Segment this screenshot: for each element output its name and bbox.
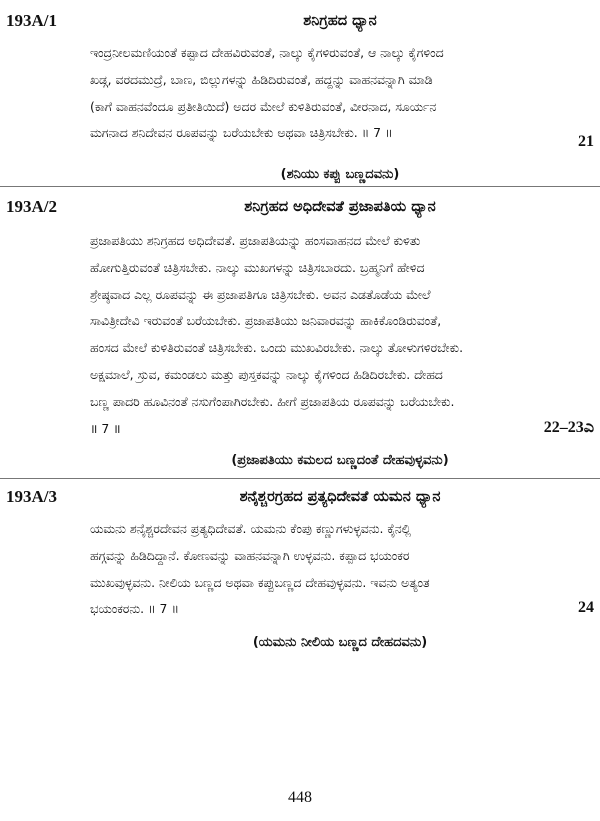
body-line: ಹಂಸದ ಮೇಲೆ ಕುಳಿತಿರುವಂತೆ ಚಿತ್ರಿಸಬೇಕು. ಒಂದು ಮುಖವಿರಬೇಕು. ನಾಲ್ಕು ತೋಳುಗಳಿರಬೇಕು. — [90, 340, 464, 356]
body-line: ಭಯಂಕರನು. ॥ 7 ॥ — [90, 601, 179, 617]
body-line: ॥ 7 ॥ — [90, 420, 121, 436]
section-divider — [0, 186, 600, 187]
section-body — [90, 228, 595, 442]
color-note: (ಯಮನು ನೀಲಿಯ ಬಣ್ಣದ ದೇಹದವನು) — [252, 635, 428, 650]
body-line: ಹೋಗುತ್ತಿರುವಂತೆ ಚಿತ್ರಿಸಬೇಕು. ನಾಲ್ಕು ಮುಖಗಳನ್ನು ಚಿತ್ರಿಸಬಾರದು. ಬ್ರಹ್ಮನಿಗೆ ಹೇಳಿದ — [90, 259, 425, 275]
body-line: ಶ್ರೇಷ್ಠವಾದ ಎಲ್ಲ ರೂಪವನ್ನು ಈ ಪ್ರಜಾಪತಿಗೂ ಚಿತ್ರಿಸಬೇಕು. ಅವನ ಎಡತೊಡೆಯ ಮೇಲೆ — [90, 286, 431, 302]
section-heading: ಶನಿಗ್ರಹದ ಅಧಿದೇವತೆ ಪ್ರಜಾಪತಿಯ ಧ್ಯಾನ — [244, 199, 436, 215]
body-line: ಬಣ್ಣ ಪಾದರಿ ಹೂವಿನಂತೆ ನಸುಗೆಂಪಾಗಿರಬೇಕು. ಹೀಗೆ ಪ್ರಜಾಪತಿಯ ರೂಪವನ್ನು ಬರೆಯಬೇಕು. — [90, 393, 455, 409]
section-body — [90, 40, 595, 147]
body-line: ಮಗನಾದ ಶನಿದೇವನ ರೂಪವನ್ನು ಬರೆಯಬೇಕು ಅಥವಾ ಚಿತ್ರಿಸಬೇಕು. ॥ 7 ॥ — [90, 125, 393, 141]
color-note: (ಶನಿಯು ಕಪ್ಪು ಬಣ್ಣದವನು) — [280, 167, 400, 182]
verse-number: 21 — [578, 133, 594, 150]
body-line: ಖಡ್ಗ, ವರದಮುದ್ರೆ, ಬಾಣ, ಬಿಲ್ಲುಗಳನ್ನು ಹಿಡಿದಿರುವಂತೆ, ಹದ್ದನ್ನು ವಾಹನವನ್ನಾಗಿ ಮಾಡಿ — [90, 71, 433, 87]
section-code: 193A/1 — [6, 11, 57, 30]
body-line: ಹಗ್ಗವನ್ನು ಹಿಡಿದಿದ್ದಾನೆ. ಕೋಣವನ್ನು ವಾಹನವನ್ನಾಗಿ ಉಳ್ಳವನು. ಕಪ್ಪಾದ ಭಯಂಕರ — [90, 547, 410, 563]
section-code: 193A/3 — [6, 487, 57, 506]
section-code: 193A/2 — [6, 197, 57, 216]
section-heading: ಶನೈಶ್ಚರಗ್ರಹದ ಪ್ರತ್ಯಧಿದೇವತೆ ಯಮನ ಧ್ಯಾನ — [239, 489, 441, 505]
body-line: ಅಕ್ಷಮಾಲೆ, ಸ್ರುವ, ಕಮಂಡಲು ಮತ್ತು ಪುಸ್ತಕವನ್ನು ನಾಲ್ಕು ಕೈಗಳಿಂದ ಹಿಡಿದಿರಬೇಕು. ದೇಹದ — [90, 366, 443, 382]
section-body — [90, 516, 595, 623]
body-line: ಯಮನು ಶನೈಶ್ಚರದೇವನ ಪ್ರತ್ಯಧಿದೇವತೆ. ಯಮನು ಕೆಂಪು ಕಣ್ಣುಗಳುಳ್ಳವನು. ಕೈನಲ್ಲಿ — [90, 521, 412, 536]
section-heading: ಶನಿಗ್ರಹದ ಧ್ಯಾನ — [303, 13, 377, 29]
body-line: (ಕಾಗೆ ವಾಹನವೆಂದೂ ಪ್ರತೀತಿಯಿದೆ) ಅದರ ಮೇಲೆ ಕುಳಿತಿರುವಂತೆ, ವೀರನಾದ, ಸೂರ್ಯನ — [90, 98, 437, 114]
verse-number: 22–23ಎ — [543, 419, 594, 436]
body-line: ಮುಖವುಳ್ಳವನು. ನೀಲಿಯ ಬಣ್ಣದ ಅಥವಾ ಕಪ್ಪುಬಣ್ಣದ ದೇಹವುಳ್ಳವನು. ಇವನು ಅತ್ಯಂತ — [90, 574, 430, 590]
verse-number: 24 — [578, 599, 594, 616]
body-line: ಇಂದ್ರನೀಲಮಣಿಯಂತೆ ಕಪ್ಪಾದ ದೇಹವಿರುವಂತೆ, ನಾಲ್ಕು ಕೈಗಳಿರುವಂತೆ, ಆ ನಾಲ್ಕು ಕೈಗಳಿಂದ — [90, 45, 444, 60]
body-line: ಪ್ರಜಾಪತಿಯು ಶನಿಗ್ರಹದ ಅಧಿದೇವತೆ. ಪ್ರಜಾಪತಿಯನ್ನು ಹಂಸವಾಹನದ ಮೇಲೆ ಕುಳಿತು — [90, 233, 421, 248]
section-divider — [0, 478, 600, 479]
color-note: (ಪ್ರಜಾಪತಿಯು ಕಮಲದ ಬಣ್ಣದಂತೆ ದೇಹವುಳ್ಳವನು) — [231, 453, 449, 468]
page-number: 448 — [288, 789, 312, 806]
body-line: ಸಾವಿತ್ರೀದೇವಿ ಇರುವಂತೆ ಬರೆಯಬೇಕು. ಪ್ರಜಾಪತಿಯು ಜನಿವಾರವನ್ನು ಹಾಕಿಕೊಂಡಿರುವಂತೆ, — [90, 313, 442, 329]
